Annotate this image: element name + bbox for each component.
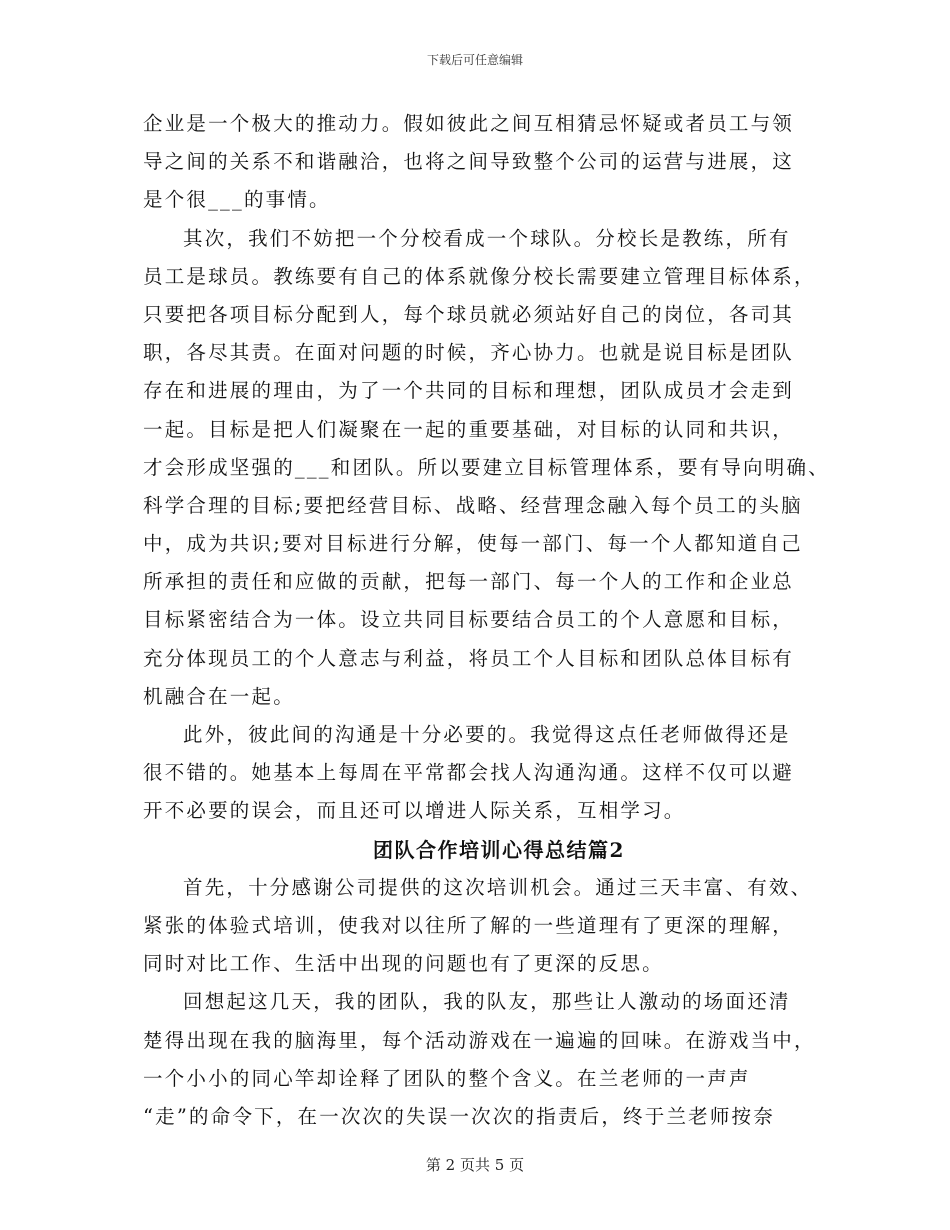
- text-line: 很不错的。她基本上每周在平常都会找人沟通沟通。这样不仅可以避: [143, 761, 795, 785]
- text-line: 紧张的体验式培训，使我对以往所了解的一些道理有了更深的理解，: [143, 913, 795, 937]
- text-line: 楚得出现在我的脑海里，每个活动游戏在一遍遍的回味。在游戏当中，: [143, 1028, 816, 1052]
- page-footer: 第 2 页共 5 页: [425, 1156, 525, 1174]
- text-line: 员工是球员。教练要有自己的体系就像分校长需要建立管理目标体系，: [143, 264, 816, 288]
- text-line: “走”的命令下，在一次次的失误一次次的指责后，终于兰老师按奈: [143, 1104, 775, 1128]
- text-line: 存在和进展的理由，为了一个共同的目标和理想，团队成员才会走到: [143, 379, 795, 403]
- text-line: 开不必要的误会，而且还可以增进人际关系，互相学习。: [143, 799, 686, 823]
- text-line: 首先，十分感谢公司提供的这次培训机会。通过三天丰富、有效、: [183, 875, 813, 899]
- text-line: 科学合理的目标;要把经营目标、战略、经营理念融入每个员工的头脑: [143, 493, 803, 517]
- text-line: 企业是一个极大的推动力。假如彼此之间互相猜忌怀疑或者员工与领: [143, 112, 795, 135]
- paragraph-block-1: [143, 105, 830, 831]
- text-line: 是个很___的事情。: [143, 188, 331, 212]
- text-line: 职，各尽其责。在面对问题的时候，齐心协力。也就是说目标是团队: [143, 341, 795, 365]
- section-title: 团队合作培训心得总结篇2: [373, 837, 625, 862]
- text-line: 才会形成坚强的___和团队。所以要建立目标管理体系，要有导向明确、: [143, 455, 830, 479]
- text-line: 其次，我们不妨把一个分校看成一个球队。分校长是教练，所有: [183, 226, 791, 250]
- text-line: 同时对比工作、生活中出现的问题也有了更深的反思。: [143, 952, 664, 976]
- paragraph-block-2: [143, 869, 823, 1136]
- text-line: 此外，彼此间的沟通是十分必要的。我觉得这点任老师做得还是: [183, 723, 791, 746]
- text-line: 充分体现员工的个人意志与利益，将员工个人目标和团队总体目标有: [143, 646, 795, 670]
- document-body: [143, 105, 830, 1136]
- text-line: 一起。目标是把人们凝聚在一起的重要基础，对目标的认同和共识，: [143, 417, 795, 441]
- text-line: 所承担的责任和应做的贡献，把每一部门、每一个人的工作和企业总: [143, 570, 795, 594]
- text-line: 只要把各项目标分配到人，每个球员就必须站好自己的岗位，各司其: [143, 302, 795, 326]
- page-header: 下载后可任意编辑: [426, 53, 523, 67]
- text-line: 目标紧密结合为一体。设立共同目标要结合员工的个人意愿和目标，: [143, 608, 795, 632]
- text-line: 机融合在一起。: [143, 684, 295, 708]
- text-line: 中，成为共识;要对目标进行分解，使每一部门、每一个人都知道自己: [143, 532, 803, 556]
- text-line: 导之间的关系不和谐融洽，也将之间导致整个公司的运营与进展，这: [143, 150, 795, 174]
- text-line: 一个小小的同心竿却诠释了团队的整个含义。在兰老师的一声声: [143, 1066, 751, 1090]
- text-line: 回想起这几天，我的团队，我的队友，那些让人激动的场面还清: [183, 990, 791, 1014]
